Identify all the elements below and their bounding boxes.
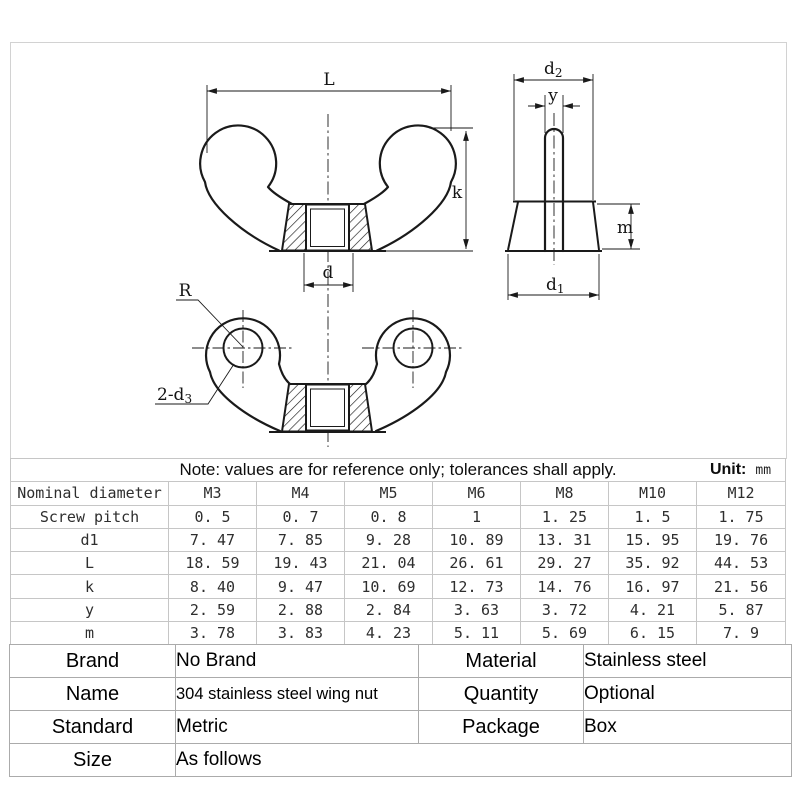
note-text: Note: values are for reference only; tolerances shall apply. bbox=[179, 460, 617, 480]
front-left-wing bbox=[200, 125, 292, 250]
row-header: m bbox=[11, 622, 169, 645]
table-row bbox=[10, 711, 792, 744]
drawing-panel bbox=[10, 42, 787, 459]
table-row bbox=[10, 645, 792, 678]
radius-label-R: R bbox=[178, 281, 192, 301]
dim-label-d2: d2 bbox=[544, 59, 563, 80]
table-row: m 3. 78 3. 83 4. 23 5. 11 5. 69 6. 15 7. 9 bbox=[11, 622, 786, 645]
front-bore-square bbox=[306, 205, 349, 251]
hole-label-2-d3: 2-d3 bbox=[157, 385, 193, 406]
row-header: Screw pitch bbox=[11, 505, 169, 528]
product-info-table bbox=[9, 644, 792, 777]
info-value-standard: Metric bbox=[176, 711, 419, 744]
unit-value: mm bbox=[755, 463, 772, 478]
info-label-material: Material bbox=[419, 645, 584, 678]
side-base-right bbox=[593, 202, 599, 250]
info-label-size: Size bbox=[10, 744, 176, 777]
table-row: k 8. 40 9. 47 10. 69 12. 73 14. 76 16. 97 21. 56 bbox=[11, 575, 786, 598]
dim-label-y: y bbox=[548, 86, 558, 106]
side-base-left bbox=[508, 202, 518, 250]
bottom-view bbox=[155, 281, 464, 432]
table-row bbox=[10, 744, 792, 777]
info-label-package: Package bbox=[419, 711, 584, 744]
info-value-size: As follows bbox=[176, 744, 792, 777]
technical-drawing bbox=[11, 43, 786, 459]
dimension-table bbox=[10, 458, 786, 645]
info-label-standard: Standard bbox=[10, 711, 176, 744]
row-header: d1 bbox=[11, 528, 169, 551]
dim-label-m: m bbox=[616, 218, 634, 238]
bottom-bore-square bbox=[306, 385, 349, 431]
table-row bbox=[10, 678, 792, 711]
row-header: k bbox=[11, 575, 169, 598]
info-value-name: 304 stainless steel wing nut bbox=[176, 678, 419, 711]
table-row: Nominal diameter M3 M4 M5 M6 M8 M10 M12 bbox=[11, 482, 786, 505]
info-value-brand: No Brand bbox=[176, 645, 419, 678]
info-label-name: Name bbox=[10, 678, 176, 711]
dim-label-d: d bbox=[322, 263, 334, 283]
row-header: Nominal diameter bbox=[11, 482, 169, 505]
table-row: L 18. 59 19. 43 21. 04 26. 61 29. 27 35. 92 44. 53 bbox=[11, 552, 786, 575]
side-view bbox=[505, 59, 640, 300]
table-row: d1 7. 47 7. 85 9. 28 10. 89 13. 31 15. 95 19. 76 bbox=[11, 528, 786, 551]
table-row: Screw pitch 0. 5 0. 7 0. 8 1 1. 25 1. 5 1. 75 bbox=[11, 505, 786, 528]
dim-label-d1: d1 bbox=[546, 275, 565, 296]
info-value-package: Box bbox=[584, 711, 792, 744]
unit-label: Unit: bbox=[709, 461, 747, 478]
info-value-quantity: Optional bbox=[584, 678, 792, 711]
note-row bbox=[11, 459, 786, 482]
unit bbox=[710, 460, 771, 479]
info-label-brand: Brand bbox=[10, 645, 176, 678]
row-header: y bbox=[11, 598, 169, 621]
row-header: L bbox=[11, 552, 169, 575]
table-row: y 2. 59 2. 88 2. 84 3. 63 3. 72 4. 21 5. 87 bbox=[11, 598, 786, 621]
dim-label-L: L bbox=[323, 70, 335, 90]
note-cell bbox=[11, 459, 786, 482]
front-right-wing bbox=[364, 125, 456, 250]
info-label-quantity: Quantity bbox=[419, 678, 584, 711]
info-value-material: Stainless steel bbox=[584, 645, 792, 678]
dim-label-k: k bbox=[451, 183, 463, 203]
